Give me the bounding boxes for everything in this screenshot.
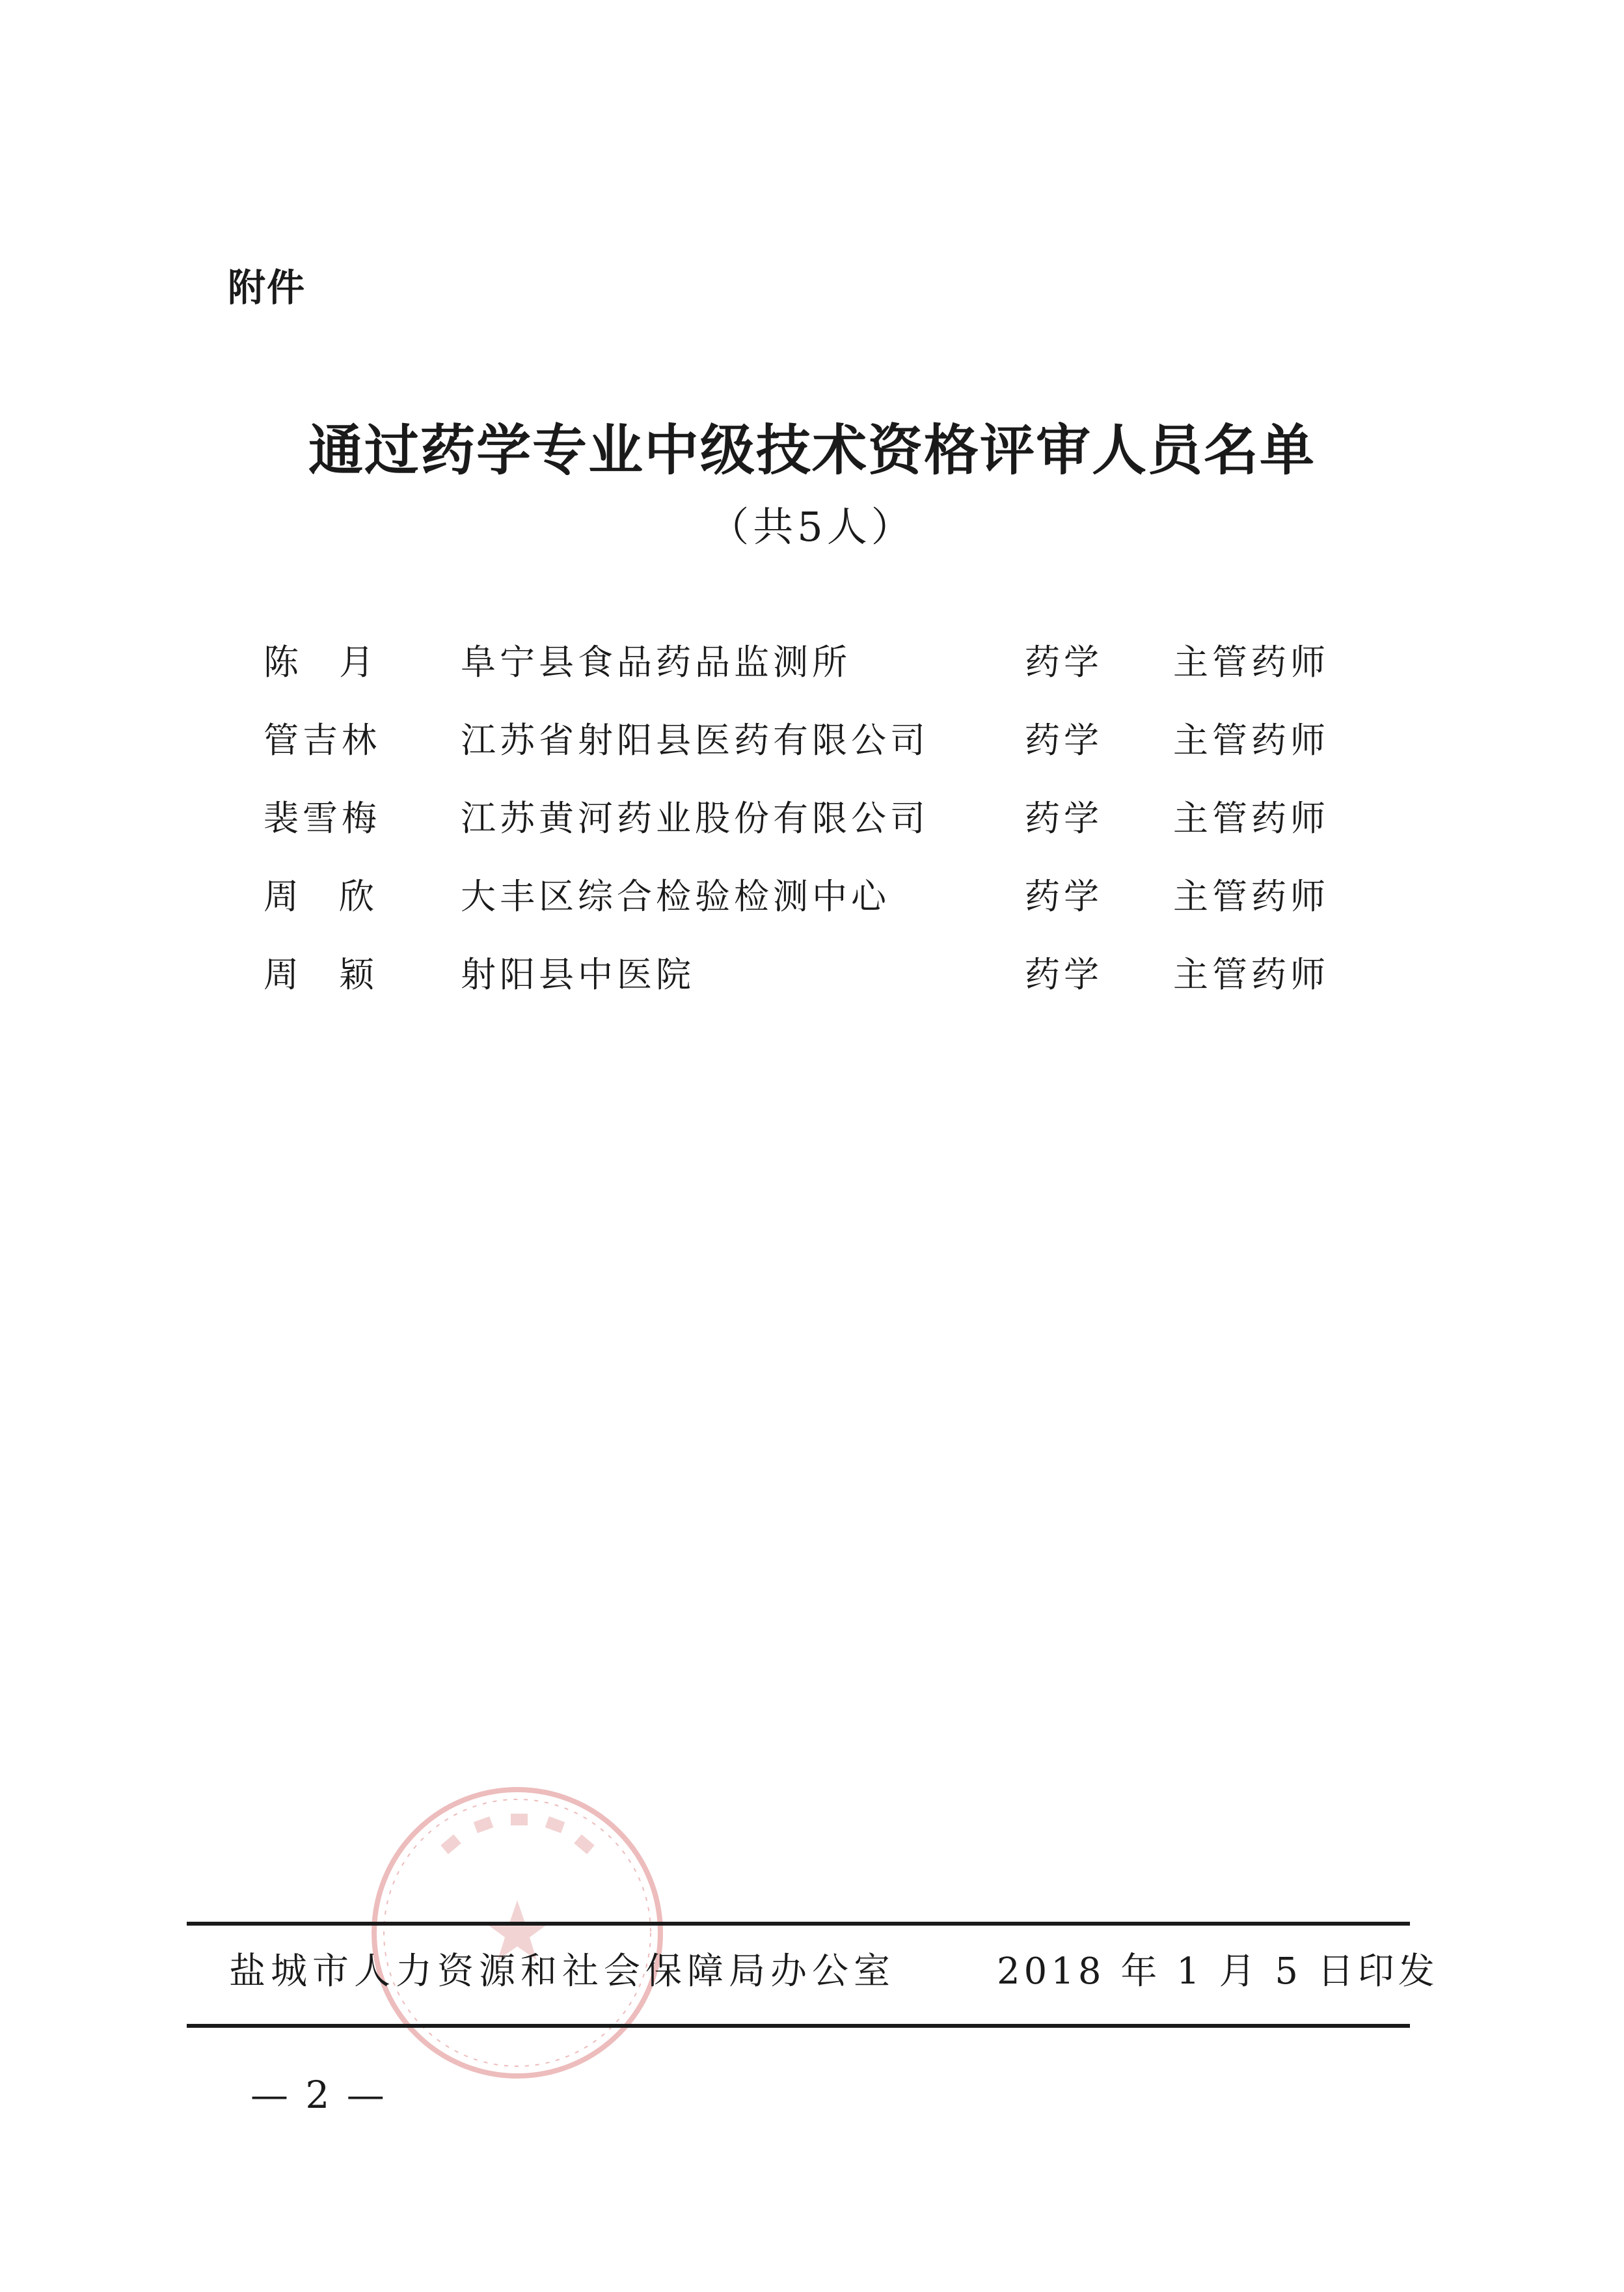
- attachment-label: 附件: [228, 266, 306, 310]
- footer-rule-top: [187, 1922, 1410, 1926]
- issuer-name: 盐城市人力资源和社会保障局办公室: [229, 1950, 895, 1993]
- person-field: 药学: [1025, 798, 1103, 839]
- person-name: 周颖: [264, 954, 414, 995]
- roster-row: [0, 713, 1624, 791]
- person-field: 药学: [1025, 720, 1103, 761]
- roster-row: [0, 947, 1624, 1025]
- issue-date: 2018 年 1 月 5 日印发: [997, 1950, 1439, 1993]
- personnel-roster: [0, 634, 1624, 1025]
- footer-rule-bottom: [187, 2024, 1410, 2028]
- roster-row: [0, 869, 1624, 947]
- person-title: 主管药师: [1173, 798, 1329, 839]
- person-name: 陈月: [264, 642, 414, 683]
- official-seal-icon: [364, 1780, 670, 2086]
- page-number: — 2 —: [250, 2073, 387, 2117]
- person-organization: 江苏黄河药业股份有限公司: [461, 798, 929, 839]
- person-title: 主管药师: [1173, 876, 1329, 917]
- roster-row: [0, 791, 1624, 869]
- person-field: 药学: [1025, 642, 1103, 683]
- document-subtitle: （共5人）: [709, 503, 915, 551]
- person-organization: 大丰区综合检验检测中心: [461, 876, 890, 917]
- document-title: 通过药学专业中级技术资格评审人员名单: [308, 418, 1316, 482]
- person-organization: 阜宁县食品药品监测所: [461, 642, 851, 683]
- roster-row: [0, 634, 1624, 713]
- person-title: 主管药师: [1173, 954, 1329, 995]
- person-organization: 射阳县中医院: [461, 954, 695, 995]
- person-name: 周欣: [264, 876, 414, 917]
- person-name: 管吉林: [264, 720, 381, 761]
- person-name: 裴雪梅: [264, 798, 381, 839]
- person-field: 药学: [1025, 876, 1103, 917]
- person-organization: 江苏省射阳县医药有限公司: [461, 720, 929, 761]
- person-title: 主管药师: [1173, 642, 1329, 683]
- person-title: 主管药师: [1173, 720, 1329, 761]
- person-field: 药学: [1025, 954, 1103, 995]
